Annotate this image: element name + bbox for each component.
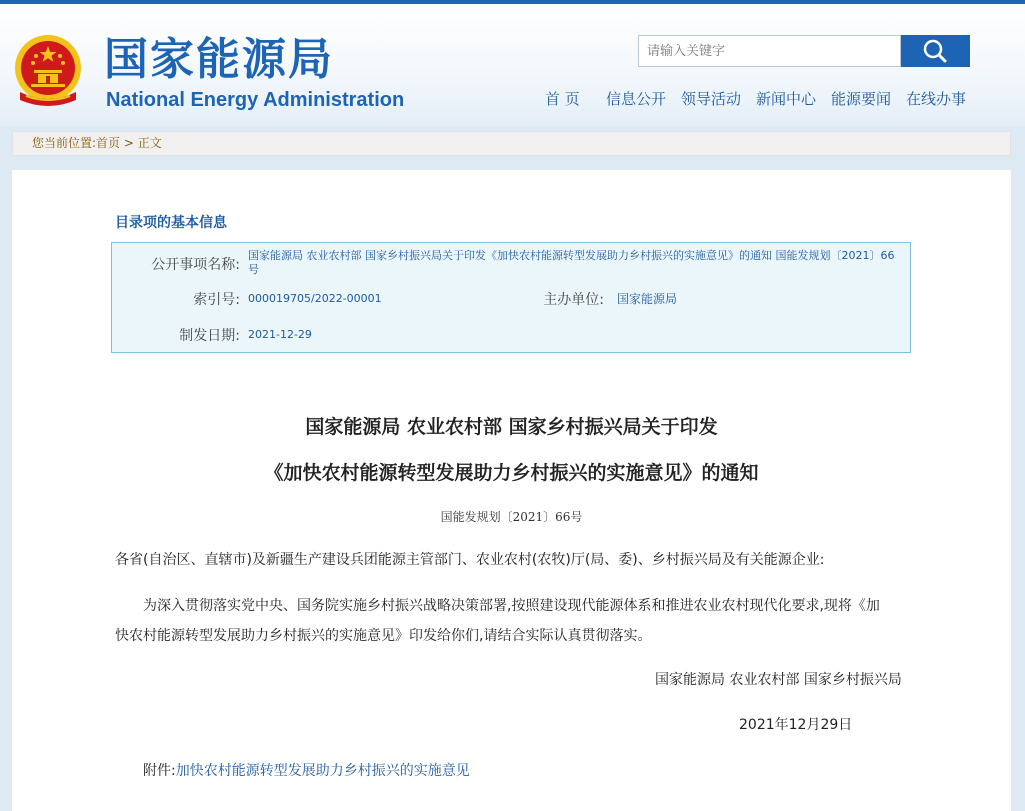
nav-info-disclosure[interactable]: 信息公开 (606, 90, 667, 108)
nav-news-center[interactable]: 新闻中心 (756, 90, 817, 108)
breadcrumb (12, 131, 1011, 156)
search-icon (901, 35, 970, 67)
document-title-line1: 国家能源局 农业农村部 国家乡村振兴局关于印发 (305, 416, 718, 438)
info-unit-value: 国家能源局 (617, 292, 678, 306)
attachment-link[interactable]: 加快农村能源转型发展助力乡村振兴的实施意见 (175, 763, 470, 779)
info-index-value: 000019705/2022-00001 (248, 292, 382, 305)
site-title-cn[interactable]: 国家能源局 (104, 34, 334, 85)
national-emblem-icon[interactable] (12, 34, 84, 110)
attachment-row (143, 756, 470, 786)
info-table (111, 242, 911, 353)
nav-home[interactable]: 首 页 (545, 90, 580, 108)
info-name-value: 国家能源局 农业农村部 国家乡村振兴局关于印发《加快农村能源转型发展助力乡村振兴的实施意见》的通知 国能发规划〔2021〕66号 (248, 249, 895, 276)
info-date-label: 制发日期: (179, 328, 240, 344)
breadcrumb-home-link[interactable]: 首页 (96, 136, 121, 150)
site-header (0, 4, 1025, 126)
search-input[interactable] (638, 35, 901, 67)
breadcrumb-separator: > (120, 136, 138, 150)
info-name-label: 公开事项名称: (151, 257, 240, 273)
breadcrumb-prefix: 您当前位置: (32, 136, 97, 150)
breadcrumb-current: 正文 (137, 136, 162, 150)
document-title-line2: 《加快农村能源转型发展助力乡村振兴的实施意见》的通知 (264, 462, 759, 484)
attachment-label: 附件: (143, 763, 176, 779)
site-title-en[interactable]: National Energy Administration (106, 89, 405, 111)
document-addressee: 各省(自治区、直辖市)及新疆生产建设兵团能源主管部门、农业农村(农牧)厅(局、委)、乡村振兴局及有关能源企业: (115, 552, 825, 568)
info-unit-label: 主办单位: (543, 292, 604, 308)
nav-leadership[interactable]: 领导活动 (681, 90, 742, 108)
document-body-line1: 为深入贯彻落实党中央、国务院实施乡村振兴战略决策部署,按照建设现代能源体系和推进农业农村现代化要求,现将《加 (143, 598, 880, 614)
main-content (12, 170, 1011, 811)
info-index-label: 索引号: (193, 292, 240, 308)
document-number: 国能发规划〔2021〕66号 (440, 510, 583, 524)
info-heading: 目录项的基本信息 (115, 215, 227, 231)
document-body-line2: 快农村能源转型发展助力乡村振兴的实施意见》印发给你们,请结合实际认真贯彻落实。 (115, 628, 652, 644)
document-sign-date: 2021年12月29日 (739, 717, 853, 733)
search-button[interactable] (901, 35, 970, 67)
info-date-value: 2021-12-29 (248, 328, 312, 341)
nav-online-services[interactable]: 在线办事 (906, 90, 967, 108)
nav-energy-news[interactable]: 能源要闻 (831, 90, 892, 108)
document-signature: 国家能源局 农业农村部 国家乡村振兴局 (655, 672, 902, 688)
